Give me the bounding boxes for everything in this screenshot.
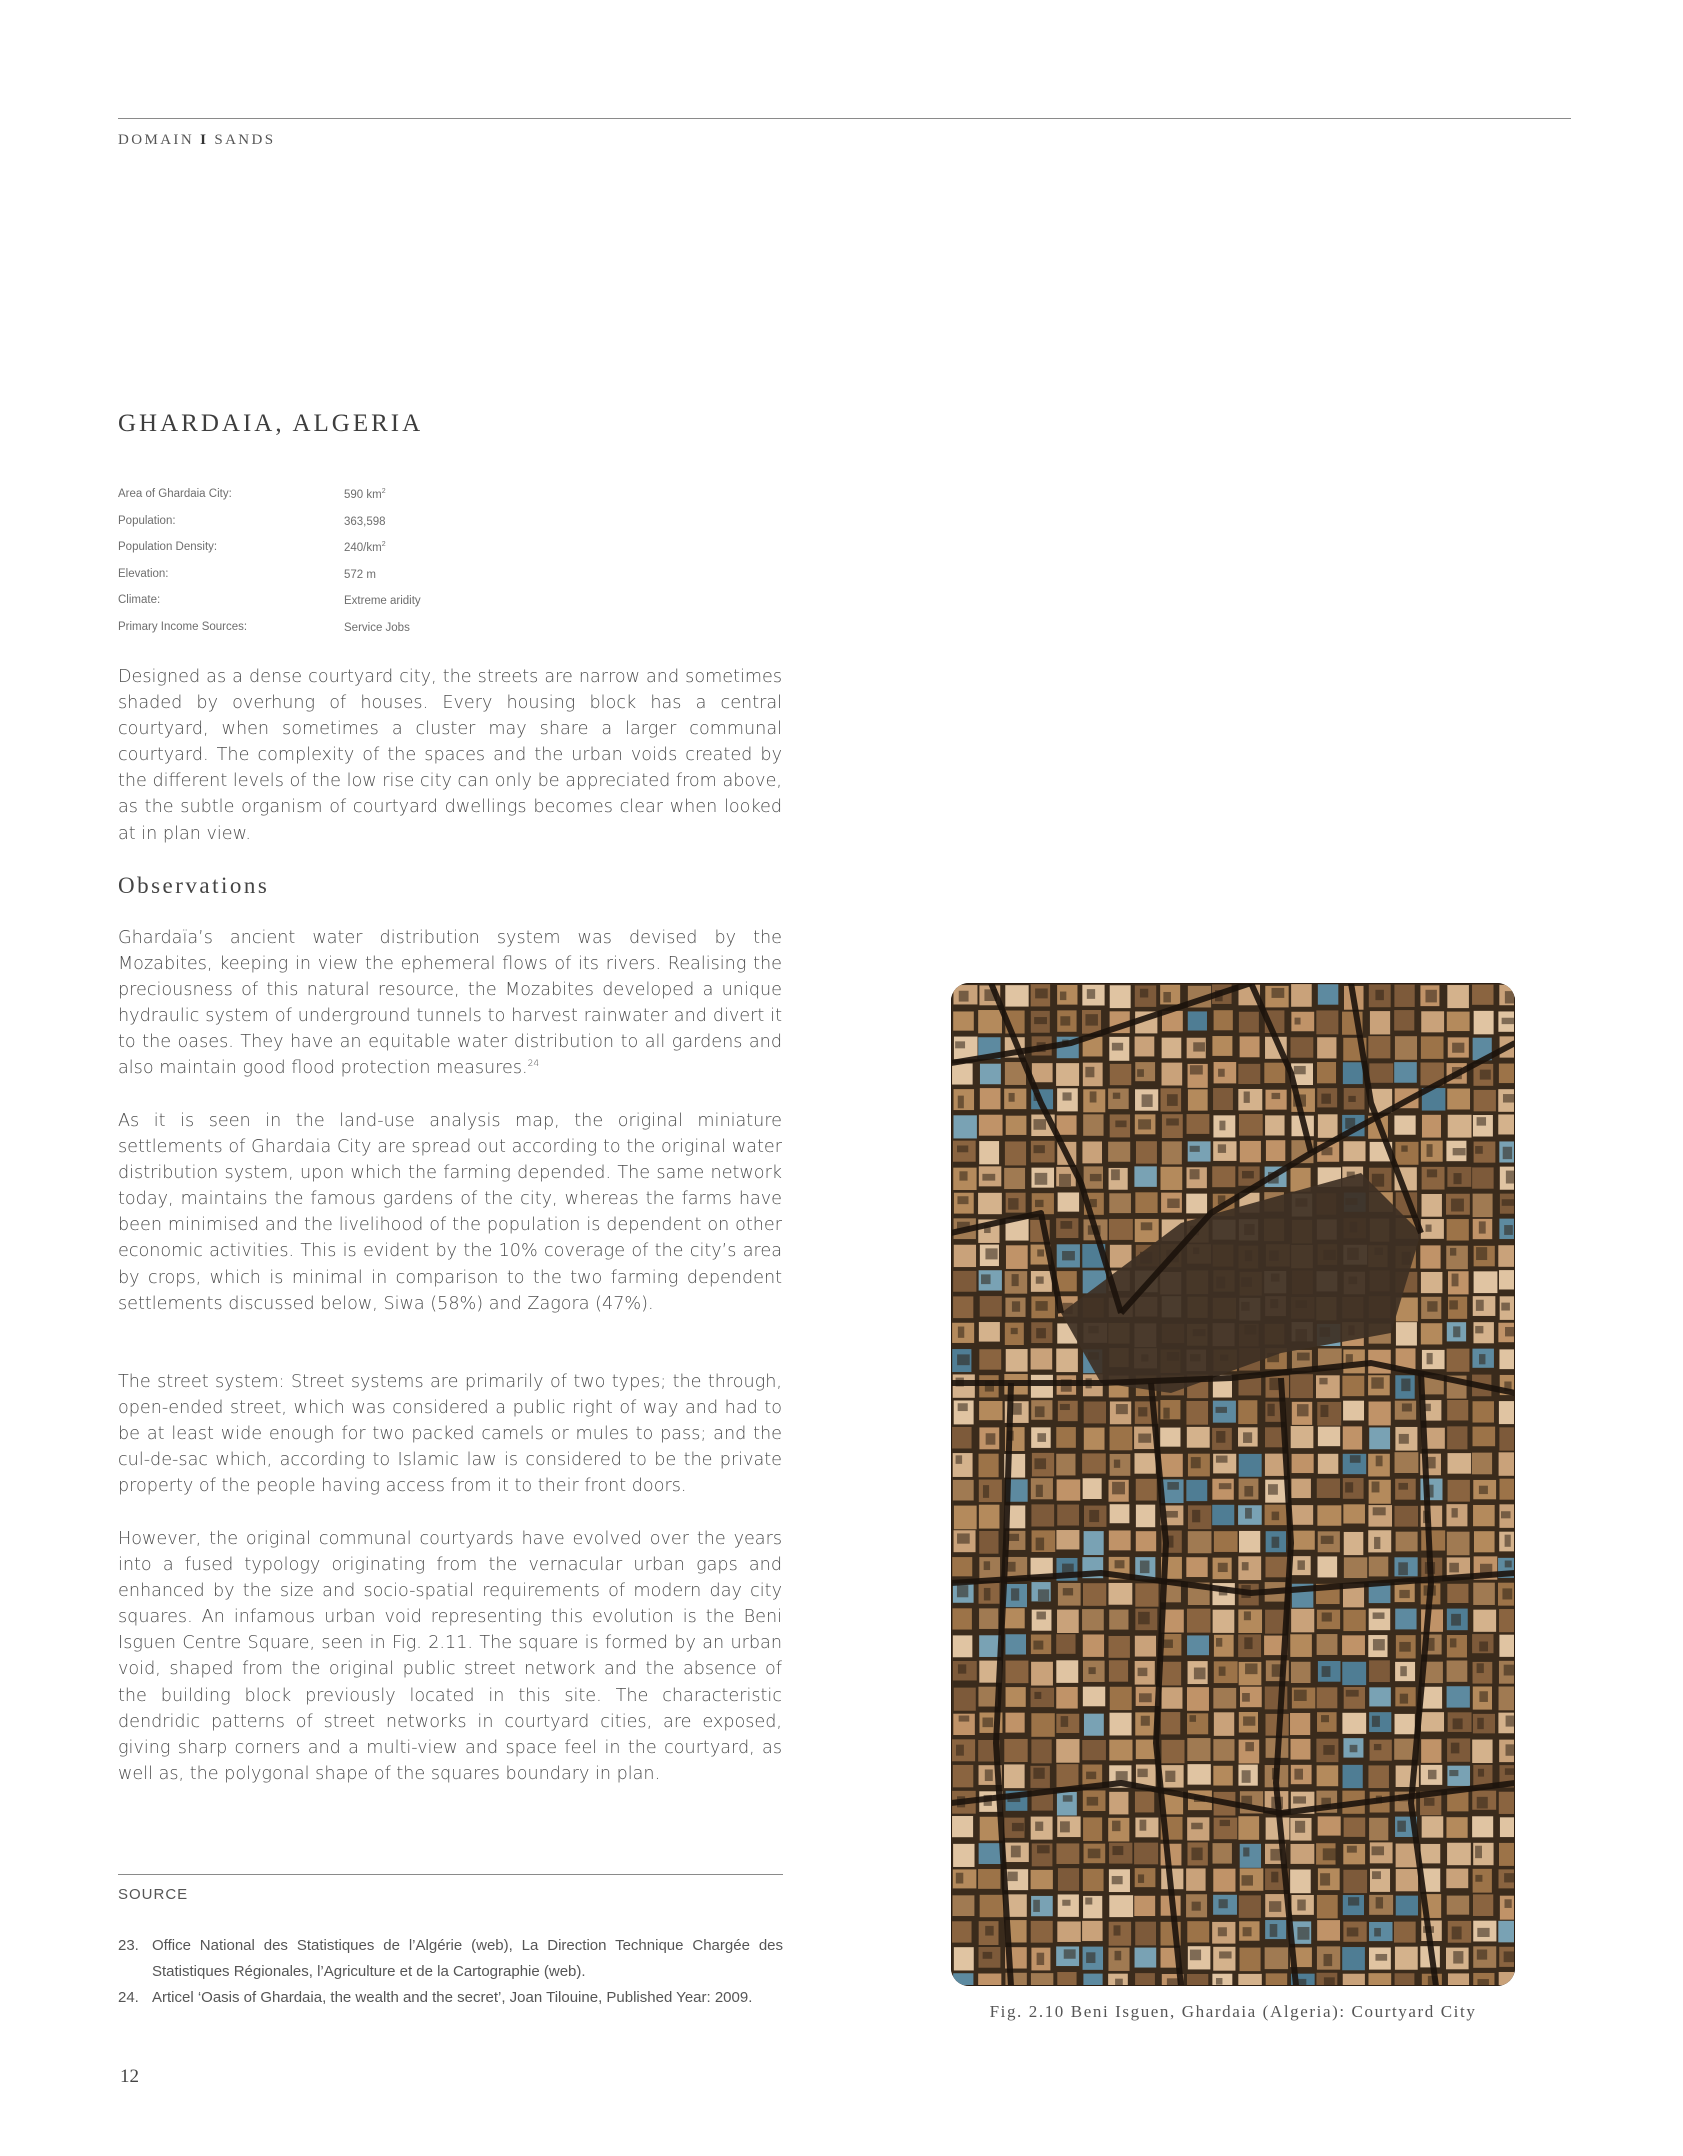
body-paragraph: Ghardaïa’s ancient water distribution system was devised by the Mozabites, keeping in view the ephemeral flows of its rivers. Realising the preciousness of this natural resource, the Mozabites developed a unique hydraulic system of underground tunnels to harvest rainwater and divert it to the oases. They have an equitable water distribution to all gardens and also maintain good flood protection measures.$^{24}$ [118, 928, 782, 1079]
fact-value: Service Jobs [344, 621, 410, 634]
observations-heading: Observations [118, 873, 270, 898]
fact-label: Area of Ghardaia City: [118, 488, 232, 500]
footnote [118, 1985, 783, 2011]
fact-row [118, 515, 518, 542]
figure-caption: Fig. 2.10 Beni Isguen, Ghardaia (Algeria): Courtyard City [989, 2002, 1477, 2021]
header-section: SANDS [214, 132, 276, 148]
footnote-number: 23. [118, 1937, 139, 1954]
running-header [118, 132, 276, 149]
fact-label: Population Density: [118, 541, 218, 553]
fact-row [118, 568, 518, 595]
fact-row [118, 621, 518, 648]
header-separator: I [200, 132, 209, 148]
fact-row [118, 541, 518, 568]
source-rule [118, 1874, 783, 1875]
source-label: SOURCE [118, 1886, 189, 1903]
aerial-photo [951, 983, 1515, 1986]
fact-row [118, 488, 518, 515]
footnote-text: Office National des Statistiques de l’Algérie (web), La Direction Technique Chargée des Statistiques Régionales, l’Agriculture et de la Cartographie (web). [152, 1937, 783, 1980]
footnote [118, 1933, 783, 1984]
fact-value: Extreme aridity [344, 594, 421, 607]
fact-value: 590 $km^2$ [344, 488, 386, 501]
fact-row [118, 594, 518, 621]
fact-value: 572 m [344, 568, 376, 581]
footnote-ref[interactable]: 24 [527, 1059, 540, 1070]
body-paragraph: However, the original communal courtyards have evolved over the years into a fused typology originating from the vernacular urban gaps and enhanced by the size and socio-spatial requirements of modern day city squares. An infamous urban void representing this evolution is the Beni Isguen Centre Square, seen in Fig. 2.11. The square is formed by an urban void, shaped from the original public street network and the absence of the building block previously located in this site. The characteristic dendridic patterns of street networks in courtyard cities, are exposed, giving sharp corners and a multi-view and space feel in the courtyard, as well as, the polygonal shape of the squares boundary in plan. [118, 1529, 782, 1784]
facts-table [118, 488, 518, 647]
fact-value: 363,598 [344, 515, 386, 528]
fact-label: Population: [118, 514, 176, 527]
fact-label: Elevation: [118, 567, 169, 580]
page-title: GHARDAIA, ALGERIA [118, 410, 424, 437]
footnote-text: Articel ‘Oasis of Ghardaia, the wealth and the secret’, Joan Tilouine, Published Year: 2009. [152, 1989, 753, 2006]
footnote-number: 24. [118, 1989, 139, 2006]
fact-label: Climate: [118, 594, 161, 606]
fact-label: Primary Income Sources: [118, 620, 248, 633]
body-paragraph: As it is seen in the land-use analysis map, the original miniature settlements of Ghardaia City are spread out according to the original water distribution system, upon which the farming depended. The same network today, maintains the famous gardens of the city, whereas the farms have been minimised and the livelihood of the population is dependent on other economic activities. This is evident by the 10% coverage of the city’s area by crops, which is minimal in comparison to the two farming dependent settlements discussed below, Siwa (58%) and Zagora (47%). [118, 1111, 782, 1314]
header-domain: DOMAIN [118, 132, 195, 148]
aerial-city-image [951, 983, 1515, 1986]
fact-value: $240/km^2$ [344, 541, 386, 554]
page-number: 12 [120, 2066, 139, 2087]
body-paragraph: The street system: Street systems are primarily of two types; the through, open-ended street, which was considered a public right of way and had to be at least wide enough for two packed camels or mules to pass; and the cul-de-sac which, according to Islamic law is considered to be the private property of the people having access from it to their front doors. [118, 1372, 782, 1497]
header-rule [118, 118, 1571, 119]
intro-paragraph: Designed as a dense courtyard city, the streets are narrow and sometimes shaded by overhung of houses. Every housing block has a central courtyard, when sometimes a cluster may share a larger communal courtyard. The complexity of the spaces and the urban voids created by the different levels of the low rise city can only be appreciated from above, as the subtle organism of courtyard dwellings becomes clear when looked at in plan view. [118, 667, 782, 844]
